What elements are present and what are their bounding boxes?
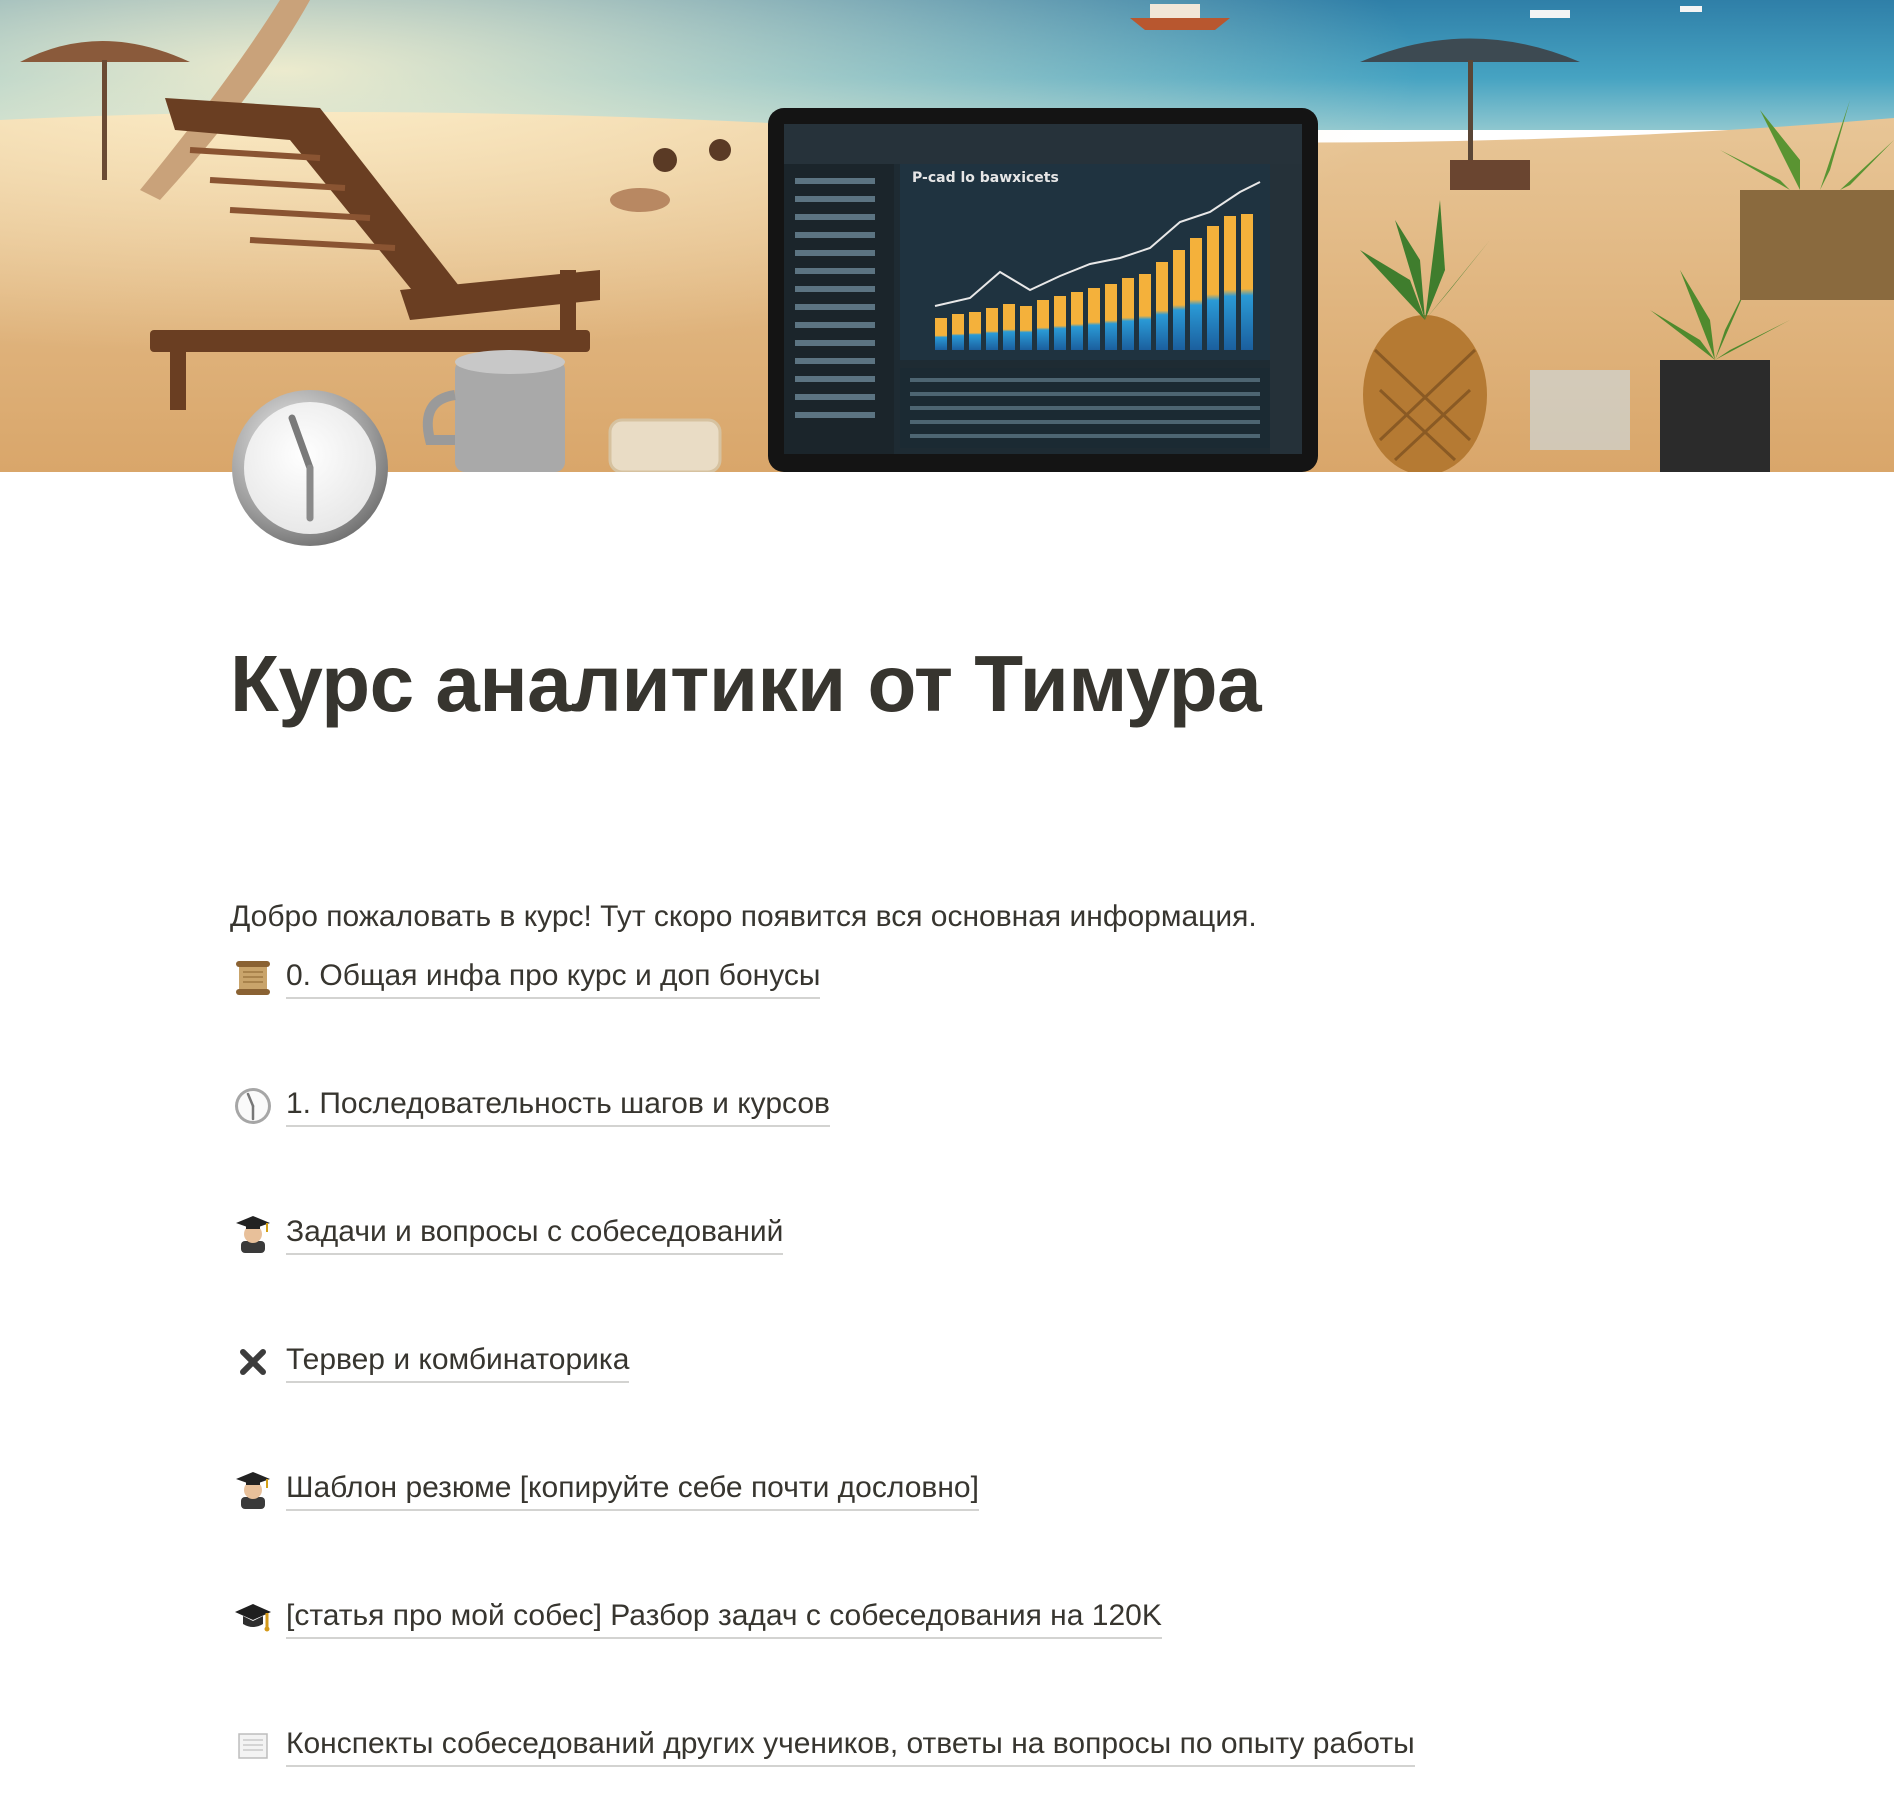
cross-mark-icon [230,1339,276,1385]
clock-seven-icon [230,388,390,548]
link-general-info[interactable]: 0. Общая инфа про курс и доп бонусы [286,957,820,999]
laptop-chart-title: P-cad lo bawxicets [912,170,1059,186]
student-icon [230,1467,276,1513]
link-row-probability[interactable] [230,1337,1664,1387]
clock-seven-icon [230,1083,276,1129]
student-icon [230,1211,276,1257]
page-icon [230,1723,276,1769]
link-student-notes[interactable]: Конспекты собеседований других учеников, ответы на вопросы по опыту работы [286,1725,1415,1767]
link-steps-sequence[interactable]: 1. Последовательность шагов и курсов [286,1085,830,1127]
page-content [230,600,1664,1804]
page-icon-clock[interactable] [230,388,390,548]
scroll-icon [230,955,276,1001]
link-row-interview-article[interactable] [230,1593,1664,1643]
page-links-list [230,953,1664,1771]
link-row-resume-template[interactable] [230,1465,1664,1515]
link-probability[interactable]: Тервер и комбинаторика [286,1341,629,1383]
link-resume-template[interactable]: Шаблон резюме [копируйте себе почти дословно] [286,1469,979,1511]
link-interview-tasks[interactable]: Задачи и вопросы с собеседований [286,1213,783,1255]
link-row-steps-sequence[interactable] [230,1081,1664,1131]
link-row-interview-tasks[interactable] [230,1209,1664,1259]
intro-text: Добро пожаловать в курс! Тут скоро появится вся основная информация. [230,900,1257,933]
page-title[interactable]: Курс аналитики от Тимура [230,639,1262,728]
graduation-cap-icon [230,1595,276,1641]
link-interview-article[interactable]: [статья про мой собес] Разбор задач с собеседования на 120K [286,1597,1162,1639]
link-row-general-info[interactable] [230,953,1664,1003]
link-row-student-notes[interactable] [230,1721,1664,1771]
